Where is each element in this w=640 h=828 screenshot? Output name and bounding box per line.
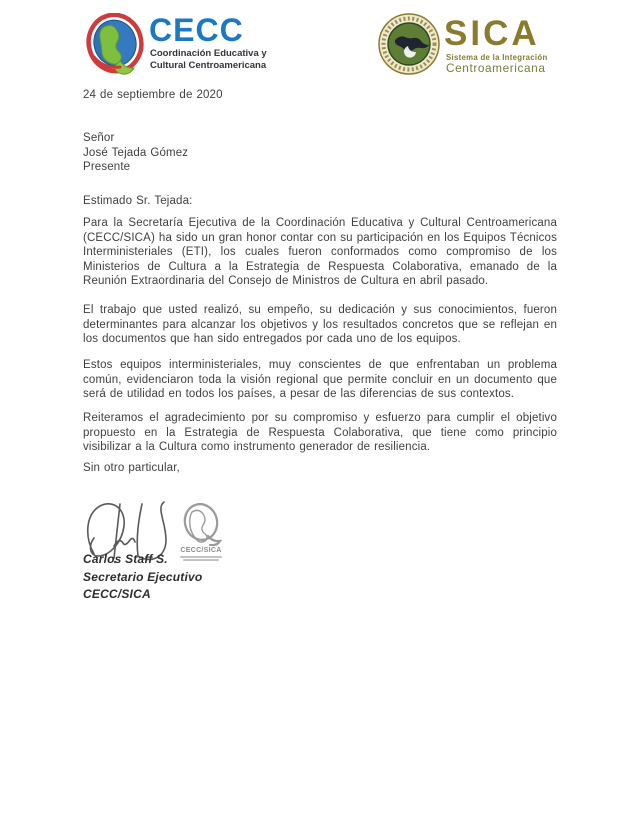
paragraph-3: Estos equipos interministeriales, muy conscientes de que enfrentaban un problema común, evidenciaron toda la visión regional que permite concluir en un documento que será de utilidad en todos los países, a pesar de las diferencias de sus contextos. [83,359,557,401]
recipient-name: José Tejada Gómez [83,146,189,159]
signature-block [83,551,202,604]
paragraph-1: Para la Secretaría Ejecutiva de la Coordinación Educativa y Cultural Centroamericana (CECC/SICA) ha sido un gran honor contar con su participación en los Equipos Técnicos Interministeriales (ETI), los cuales fueron conformados como compromiso de los Ministerios de Cultura a la Estrategia de Respuesta Colaborativa, emanado de la Reunión Extraordinaria del Consejo de Ministros de Cultura en abril pasado. [83,217,557,288]
cecc-name-line1: Coordinación Educativa y [150,48,267,59]
signer-title: Secretario Ejecutivo [83,569,203,584]
letter-date: 24 de septiembre de 2020 [83,89,223,101]
cecc-acronym: CECC [149,12,244,48]
cecc-globe-logo-icon [86,13,144,81]
closing-line: Sin otro particular, [83,462,180,474]
recipient-presente: Presente [83,161,131,174]
sica-name-line2: Centroamericana [446,61,546,75]
cecc-full-name [150,48,267,71]
sica-seal-logo-icon [378,13,440,80]
paragraph-2: El trabajo que usted realizó, su empeño, su dedicación y sus conocimientos, fueron determinantes para alcanzar los objetivos y los resultados concretos que se reflejan en los documentos que han sido entregados por cada uno de los equipos. [83,304,557,346]
cecc-name-line2: Cultural Centroamericana [150,59,267,71]
stamp-swirl-icon [178,502,224,546]
paragraph-4: Reiteramos el agradecimiento por su compromiso y esfuerzo para cumplir el objetivo propuesto en la Estrategia de Respuesta Colaborativa, que tiene como principio visibilizar a la Cultura como instrumento generador de resiliencia. [83,412,557,454]
sica-acronym: SICA [444,14,540,53]
stamp-label: CECC/SICA [180,547,222,554]
sica-name-line1: Sistema de la Integración [446,53,548,62]
signer-name: Carlos Staff S. [83,552,168,566]
salutation: Estimado Sr. Tejada: [83,195,193,207]
recipient-block [83,131,557,175]
recipient-honorific: Señor [83,132,115,144]
signer-organization: CECC/SICA [83,587,151,601]
